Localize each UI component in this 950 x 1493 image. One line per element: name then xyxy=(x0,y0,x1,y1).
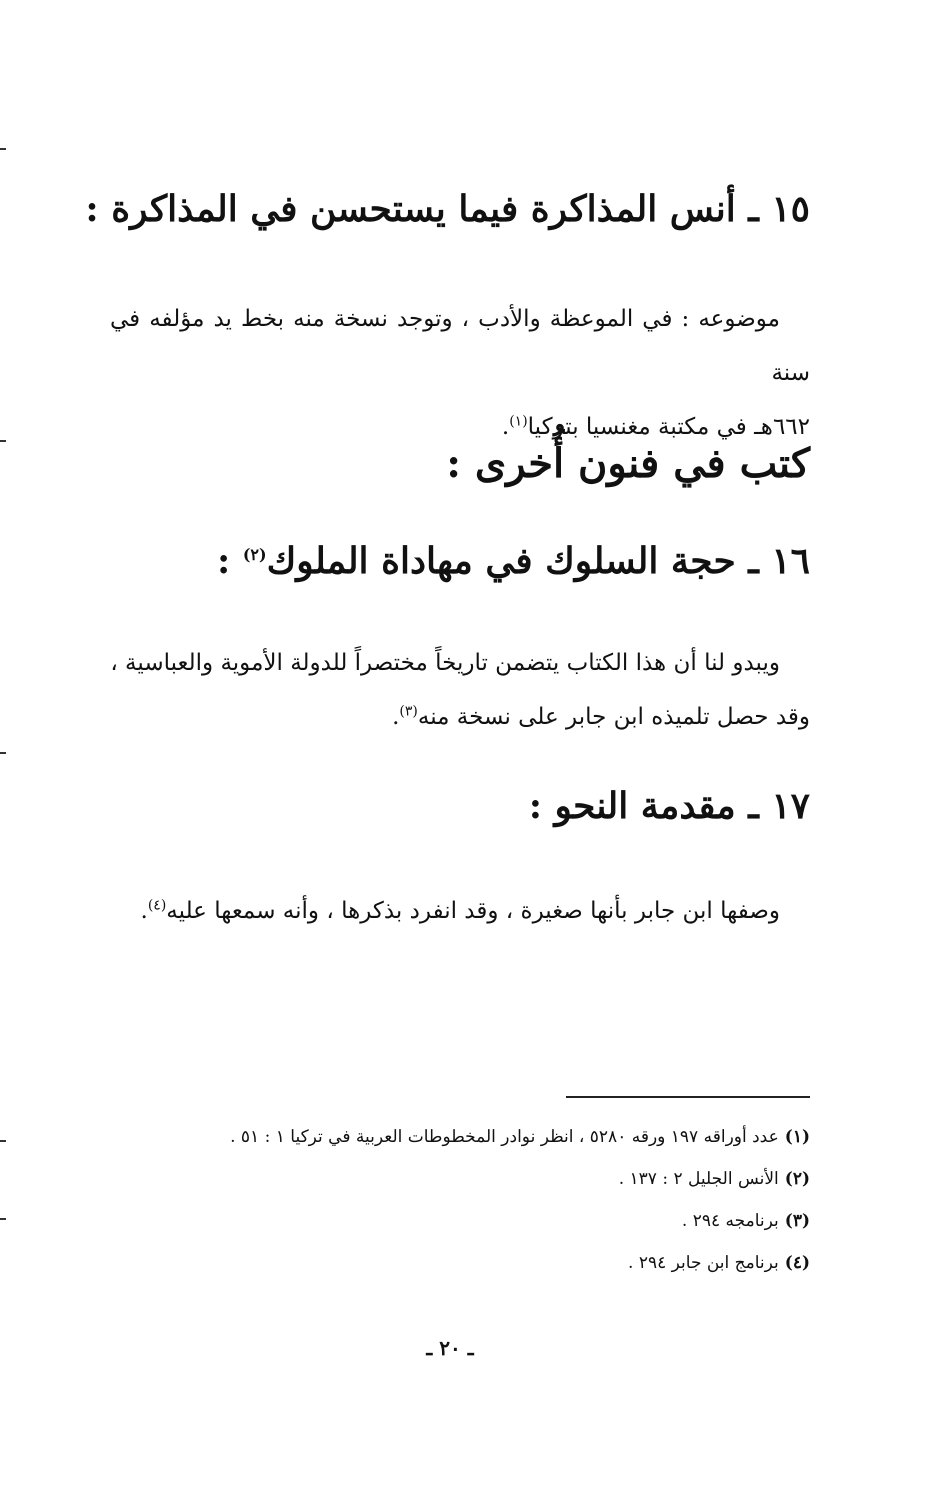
footnote-number: (٤) xyxy=(784,1253,810,1273)
footnote-text: برنامج ابن جابر ٢٩٤ . xyxy=(628,1253,779,1273)
paragraph-item-16-line-1: ويبدو لنا أن هذا الكتاب يتضمن تاريخاً مختصراً للدولة الأموية والعباسية ، xyxy=(110,650,780,676)
footnote-ref-3: (٣) xyxy=(399,703,418,720)
scan-edge-mark xyxy=(0,1140,6,1142)
paragraph-item-17-line-1 xyxy=(110,884,810,938)
scan-edge-mark xyxy=(0,148,6,150)
footnote-separator xyxy=(566,1096,810,1098)
footnote-ref-2: (٢) xyxy=(242,545,267,564)
paragraph-item-16-line-2-text: وقد حصل تلميذه ابن جابر على نسخة منه xyxy=(417,704,810,730)
footnote-ref-4: (٤) xyxy=(147,897,167,914)
paragraph-item-15-end: . xyxy=(501,414,510,440)
footnote-text: برنامجه ٢٩٤ . xyxy=(681,1211,779,1231)
paragraph-item-15-line-2-text: ٦٦٢هـ في مكتبة مغنسيا بتركيا xyxy=(527,414,810,440)
page-number: ـ ٢٠ ـ xyxy=(426,1336,474,1360)
paragraph-item-17 xyxy=(110,884,810,938)
section-heading-other-arts: كتب في فنون أُخرى : xyxy=(446,440,810,487)
heading-item-16-text: ١٦ ـ حجة السلوك في مهاداة الملوك xyxy=(266,540,810,582)
heading-item-17: ١٧ ـ مقدمة النحو : xyxy=(528,785,810,827)
paragraph-item-15-line-1: موضوعه : في الموعظة والأدب ، وتوجد نسخة منه بخط يد مؤلفه في سنة xyxy=(110,306,810,386)
scan-edge-mark xyxy=(0,440,6,442)
paragraph-item-17-text: وصفها ابن جابر بأنها صغيرة ، وقد انفرد بذكرها ، وأنه سمعها عليه xyxy=(166,898,780,924)
footnote-2 xyxy=(120,1158,810,1200)
paragraph-item-15 xyxy=(110,292,810,454)
footnote-number: (٣) xyxy=(784,1211,810,1231)
paragraph-item-16-line-2 xyxy=(110,690,810,744)
paragraph-item-16 xyxy=(110,636,810,744)
footnote-ref-1: (١) xyxy=(509,413,528,430)
heading-item-16-end: : xyxy=(217,540,243,582)
scan-edge-mark xyxy=(0,1218,6,1220)
footnote-4 xyxy=(120,1242,810,1284)
footnote-number: (٢) xyxy=(784,1169,810,1189)
heading-item-15: ١٥ ـ أنس المذاكرة فيما يستحسن في المذاكرة : xyxy=(85,188,810,230)
footnote-3 xyxy=(120,1200,810,1242)
scan-edge-mark xyxy=(0,752,6,754)
paragraph-item-17-end: . xyxy=(140,898,148,924)
footnote-text: عدد أوراقه ١٩٧ ورقه ٥٢٨٠ ، انظر نوادر المخطوطات العربية في تركيا ١ : ٥١ . xyxy=(230,1127,779,1147)
paragraph-item-16-end: . xyxy=(392,704,400,730)
heading-item-16 xyxy=(120,540,810,582)
footnotes xyxy=(120,1116,810,1284)
footnote-text: الأنس الجليل ٢ : ١٣٧ . xyxy=(618,1169,779,1189)
footnote-1 xyxy=(120,1116,810,1158)
footnote-number: (١) xyxy=(784,1127,810,1147)
